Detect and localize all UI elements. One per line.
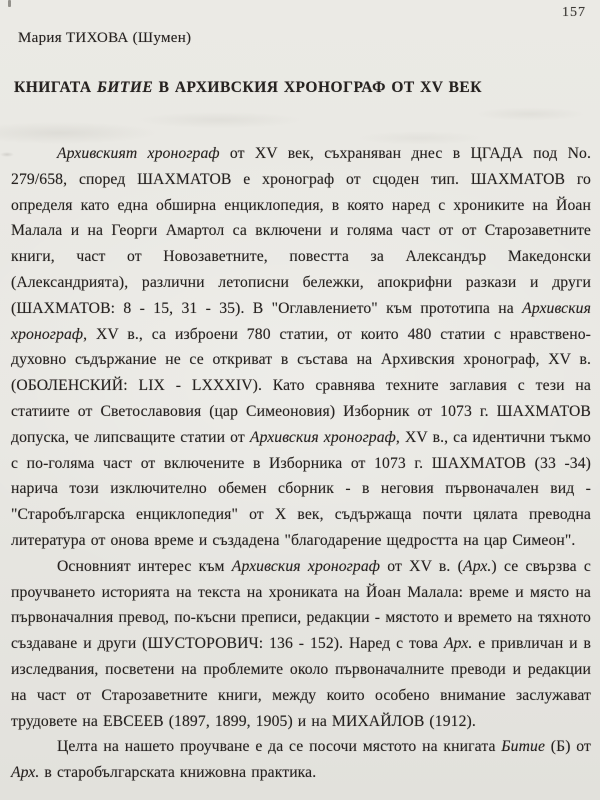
- text-run: КНИГАТА: [14, 79, 97, 96]
- italic-text-run: Архивския хронограф: [249, 428, 396, 446]
- italic-text-run: Архивския хронограф: [11, 299, 591, 343]
- text-run: от XV в. (: [380, 557, 464, 575]
- article-body: [11, 141, 591, 786]
- body-paragraph: [11, 734, 591, 786]
- text-run: е привличан и в изследвания, посветени на проблемите около първоначалните преводи и редакции на част от Старозаветните книги, между които особено внимание заслужават трудовете на ЕВСЕЕВ (1897, 1899, 1905) и на МИХАЙЛОВ (1912).: [11, 635, 591, 730]
- page-number: 157: [562, 5, 586, 20]
- text-run: ) се свързва с проучването историята на текста на хрониката на Йоан Малала: време и място на първоначалния превод, по-късни преписи, редакции - мястото и времето на тяхното създаване и други (ШУСТОРОВИЧ: 136 - 152). Наред с това: [11, 557, 591, 653]
- text-run: в старобългарската книжовна практика.: [39, 764, 317, 782]
- text-run: , XV в., са идентични тъкмо с по-голяма част от включените в Изборника от 1073 г. ШАХМАТОВ (33 -34) нарича този изключително обемен сборник - в неговия първоначален вид - "Старобългарска енциклопедия" от X век, съдържаща почти цялата преводна литература от онова време и създадена "благодарение щедростта на цар Симеон".: [11, 428, 591, 549]
- text-run: В АРХИВСКИЯ ХРОНОГРАФ ОТ XV ВЕК: [153, 79, 482, 96]
- text-run: от XV век, съхраняван днес в ЦГАДА под No. 279/658, според ШАХМАТОВ е хронограф от сцоден тип. ШАХМАТОВ го определя като една обширна енциклопедия, в която наред с хрониките на Йоан Малала и на Георги Амартол са включени и голяма част от от Старозаветните книги, част от Новозаветните, повестта за Александър Македонски (Александрията), различни летописни бележки, апокрифни разкази и други (ШАХМАТОВ: 8 - 15, 31 - 35). В "Оглавлението" към прототипа на: [11, 145, 591, 317]
- body-paragraph: [11, 554, 591, 735]
- italic-text-run: Архивският хронограф: [57, 145, 220, 162]
- text-run: Целта на нашето проучване е да се посочи мястото на книгата: [57, 738, 502, 756]
- text-run: (Б) от: [545, 738, 591, 756]
- italic-text-run: Архивския хронограф: [231, 557, 380, 575]
- scan-speck: [8, 0, 11, 7]
- text-run: , XV в., са изброени 780 статии, от които 480 статии с нравствено-духовно съдържание не се откриват в състава на Архивския хронограф, XV в. (ОБОЛЕНСКИЙ: LIX - LXXXIV). Като сравнява техните заглавия с тези на статиите от Светославовия (цар Симеоновия) Изборник от 1073 г. ШАХМАТОВ допуска, че липсващите статии от: [11, 325, 591, 446]
- italic-text-run: БИТИЕ: [97, 79, 154, 96]
- italic-text-run: Битие: [501, 738, 546, 756]
- italic-text-run: Арх.: [443, 635, 473, 653]
- author-byline: Мария ТИХОВА (Шумен): [18, 30, 192, 46]
- article-title: [14, 78, 588, 98]
- italic-text-run: Арх.: [11, 764, 40, 782]
- body-paragraph: [11, 141, 591, 554]
- italic-text-run: Арх.: [463, 557, 492, 575]
- text-run: Основният интерес към: [57, 557, 232, 575]
